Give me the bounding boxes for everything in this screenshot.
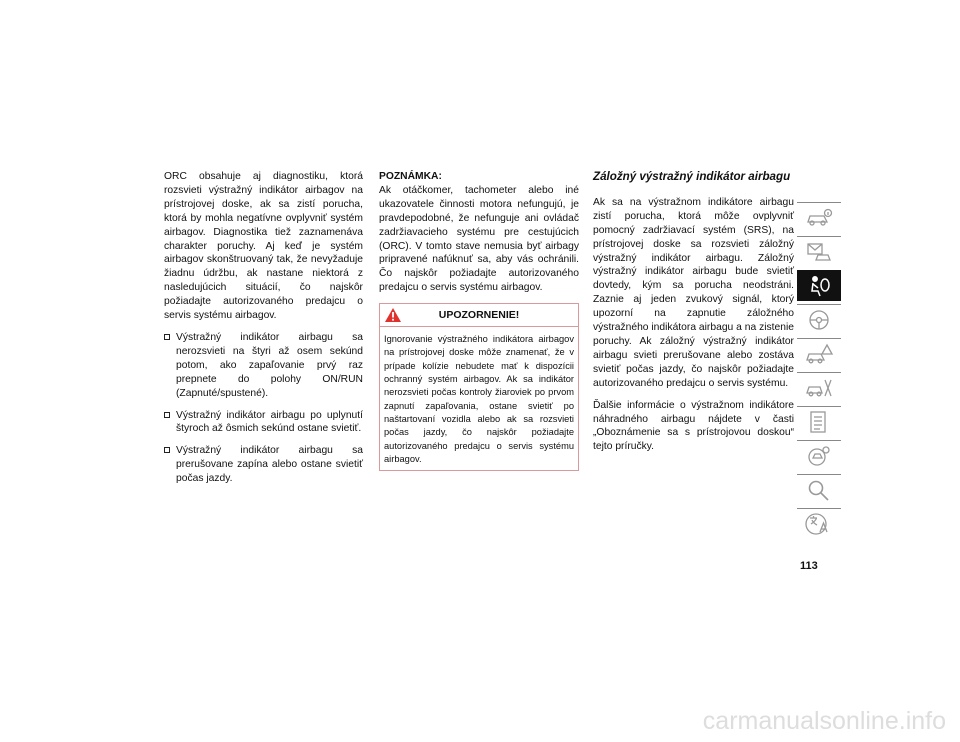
page-number: 113 [800,560,818,572]
car-info-icon [804,206,834,230]
tab-car-info[interactable] [797,202,841,233]
body-paragraph: Ďalšie informácie o výstražnom indikátore náhradného airbagu nájdete v časti „Oboznámenie sa s prístrojovou doskou“ tejto príručky. [593,399,794,453]
warning-box [379,303,579,471]
car-service-icon [804,444,834,468]
warning-triangle-icon [384,307,402,323]
checkbox-bullet-icon [164,412,170,418]
tab-search[interactable] [797,474,841,505]
bullet-text: Výstražný indikátor airbagu sa nerozsvieti na štyri až osem sekúnd potom, ako zapaľovanie prvý raz prepnete do polohy ON/RUN (Zapnuté/spustené). [176,331,363,399]
checklist-icon [804,410,834,434]
bullet-item [164,444,363,486]
car-tools-icon [804,376,834,400]
column-3 [593,170,794,462]
tab-car-service[interactable] [797,440,841,471]
tab-language[interactable] [797,508,841,539]
mail-car-icon [804,240,834,264]
tab-airbag-seat[interactable] [797,270,841,301]
tab-mail-car[interactable] [797,236,841,267]
warning-header [380,304,578,327]
tab-car-warning[interactable] [797,338,841,369]
tab-steering-wheel[interactable] [797,304,841,335]
car-warning-icon [804,342,834,366]
checkbox-bullet-icon [164,447,170,453]
section-heading: Záložný výstražný indikátor airbagu [593,170,791,183]
bullet-item [164,331,363,401]
tab-car-tools[interactable] [797,372,841,403]
magnifier-icon [804,478,834,502]
column-2 [379,170,579,471]
note-text: Ak otáčkomer, tachometer alebo iné ukazovatele činnosti motora nefungujú, je pravdepodobné, že nefunguje ani ovládač zadržiavacieho systému pre cestujúcich (ORC). V tomto stave nemusia byť airbagy pripravené nafúknuť sa, aby vás ochránili. Čo najskôr požiadajte autorizovaného predajcu o servis systému airbagov. [379,184,579,294]
tab-checklist[interactable] [797,406,841,437]
checkbox-bullet-icon [164,334,170,340]
warning-text: Ignorovanie výstražného indikátora airbagov na prístrojovej doske môže znamenať, že v prípade kolízie nebudete mať k dispozícii ochranný systém airbagov. Ak sa indikátor nerozsvieti počas kontroly žiaroviek po prvom zapnutí zapaľovania, ostane svietiť po naštartovaní vozidla alebo ak sa rozsvieti počas jazdy, čo najskôr požiadajte autorizovaného predajcu o servis systému airbagov. [384,334,574,464]
language-icon [804,512,834,536]
bullet-item [164,409,363,437]
body-paragraph: Ak sa na výstražnom indikátore airbagu zistí porucha, ktorá môže ovplyvniť pomocný zadržiavací systém (SRS), na prístrojovej doske sa rozsvieti záložný výstražný indikátor airbagu. Záložný výstražný indikátor airbagu bude svietiť dovtedy, kým sa porucha neodstráni. Zaznie aj jeden zvukový signál, ktorý upozorní na zapnutie záložného výstražného indikátora airbagu a na zistenie poruchy. Ak záložný výstražný indikátor airbagu svieti prerušovane alebo zostáva svietiť počas jazdy, čo najskôr požiadajte autorizovaného predajcu o servis systému. [593,196,794,389]
chapter-tabs [797,202,841,542]
note-title: POZNÁMKA: [379,171,442,182]
steering-wheel-icon [804,308,834,332]
warning-title: UPOZORNENIE! [438,309,520,322]
watermark: carmanualsonline.info [702,707,946,735]
column-1 [164,170,363,494]
bullet-text: Výstražný indikátor airbagu po uplynutí štyroch až ôsmich sekúnd ostane svietiť. [176,409,363,435]
airbag-seat-icon [804,274,834,298]
intro-paragraph: ORC obsahuje aj diagnostiku, ktorá rozsvieti výstražný indikátor airbagov na prístrojovej doske, ak sa zistí porucha, ktorá by mohla negatívne ovplyvniť systém airbagov. Diagnostika tiež zaznamenáva charakter poruchy. Aj keď je systém airbagov skonštruovaný tak, že nevyžaduje žiadnu údržbu, ak nastane niektorá z nasledujúcich situácií, čo najskôr požiadajte autorizovaného predajcu o servis systému airbagov. [164,171,363,322]
bullet-text: Výstražný indikátor airbagu sa prerušovane zapína alebo ostane svietiť počas jazdy. [176,445,363,485]
